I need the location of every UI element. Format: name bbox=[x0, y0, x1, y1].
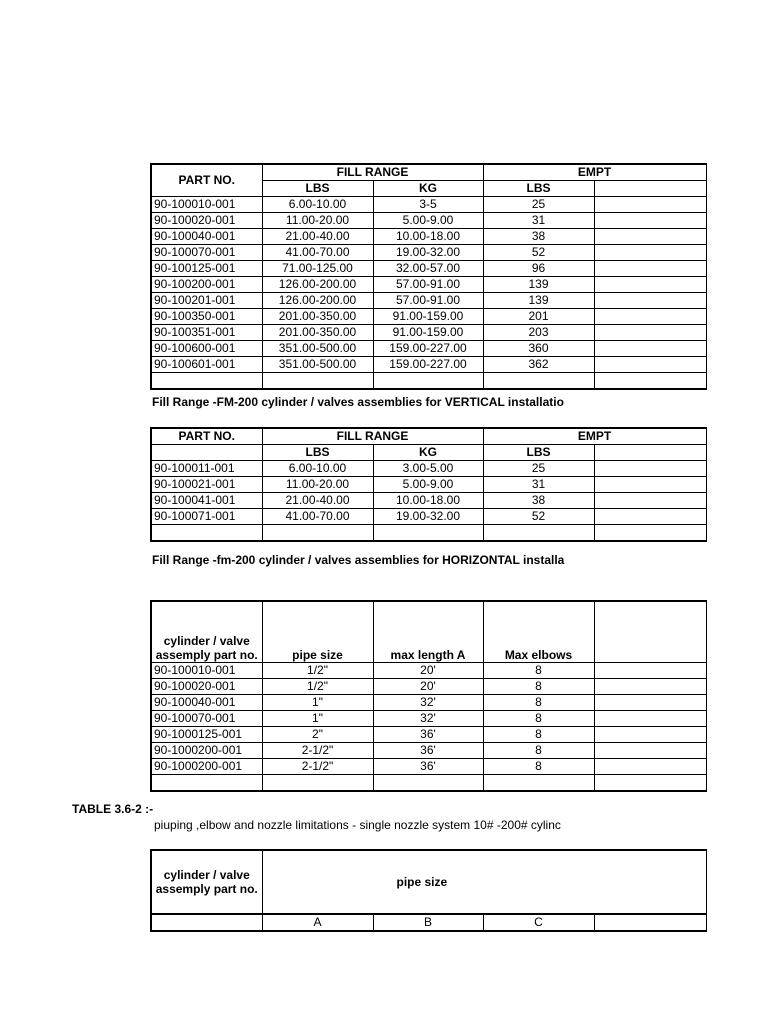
table-cell bbox=[594, 261, 706, 277]
table-cell: 90-100040-001 bbox=[151, 229, 262, 245]
table-cell: 201.00-350.00 bbox=[262, 325, 373, 341]
table-cell: 90-100071-001 bbox=[151, 509, 262, 525]
fill-range-header: FILL RANGE bbox=[262, 164, 483, 181]
table-cell bbox=[594, 477, 706, 493]
table-body bbox=[151, 197, 706, 390]
table-row bbox=[151, 309, 706, 325]
table-cell: 1/2" bbox=[262, 679, 373, 695]
table-cell: 360 bbox=[483, 341, 594, 357]
table-cell: 21.00-40.00 bbox=[262, 493, 373, 509]
table-cell bbox=[594, 679, 706, 695]
table-cell: 2" bbox=[262, 727, 373, 743]
table-cell: 96 bbox=[483, 261, 594, 277]
table-cell: 25 bbox=[483, 461, 594, 477]
table-row bbox=[151, 759, 706, 775]
horizontal-table-caption-clip bbox=[152, 553, 594, 567]
table-row bbox=[151, 509, 706, 525]
table-row bbox=[151, 261, 706, 277]
table-row bbox=[151, 277, 706, 293]
table-row bbox=[151, 477, 706, 493]
table-cell: 2-1/2" bbox=[262, 743, 373, 759]
table-cell: 57.00-91.00 bbox=[373, 293, 483, 309]
table-cell: 351.00-500.00 bbox=[262, 341, 373, 357]
part-no-header: PART NO. bbox=[151, 164, 262, 197]
table-cell: 19.00-32.00 bbox=[373, 245, 483, 261]
table-cell: 1" bbox=[262, 695, 373, 711]
table-cell: 90-100351-001 bbox=[151, 325, 262, 341]
table-cell: 8 bbox=[483, 711, 594, 727]
table-cell: 90-100125-001 bbox=[151, 261, 262, 277]
table-cell bbox=[594, 341, 706, 357]
table-row bbox=[151, 245, 706, 261]
pipe-size-header: pipe size bbox=[262, 601, 373, 663]
part-no-header: PART NO. bbox=[151, 428, 262, 445]
table-cell bbox=[594, 277, 706, 293]
table-cell: 20' bbox=[373, 679, 483, 695]
table-cell: 32' bbox=[373, 711, 483, 727]
table-cell bbox=[594, 743, 706, 759]
lbs-header: LBS bbox=[262, 445, 373, 461]
empty-row bbox=[151, 525, 706, 542]
table-cell bbox=[483, 373, 594, 390]
table-cell bbox=[594, 293, 706, 309]
table-row bbox=[151, 461, 706, 477]
empty-kg-header bbox=[594, 181, 706, 197]
table-row bbox=[151, 325, 706, 341]
table-cell: 139 bbox=[483, 277, 594, 293]
table-cell: 91.00-159.00 bbox=[373, 325, 483, 341]
col-d-label bbox=[594, 914, 706, 931]
table-body bbox=[151, 663, 706, 792]
table-cell: 90-100020-001 bbox=[151, 213, 262, 229]
table-cell bbox=[151, 373, 262, 390]
max-elbows-header: Max elbows bbox=[483, 601, 594, 663]
table-body bbox=[151, 461, 706, 542]
part-no-subheader bbox=[151, 445, 262, 461]
pipe-size-table bbox=[150, 849, 594, 932]
table-row bbox=[151, 663, 706, 679]
table-cell bbox=[373, 373, 483, 390]
table-cell: 90-100600-001 bbox=[151, 341, 262, 357]
table-cell: 41.00-70.00 bbox=[262, 509, 373, 525]
table-cell: 90-100601-001 bbox=[151, 357, 262, 373]
fill-range-header: FILL RANGE bbox=[262, 428, 483, 445]
table-row bbox=[151, 743, 706, 759]
table-cell: 90-100041-001 bbox=[151, 493, 262, 509]
empty-weight-header: EMPT bbox=[483, 428, 706, 445]
assembly-part-no-header: cylinder / valve assemply part no. bbox=[151, 601, 262, 663]
table-cell: 36' bbox=[373, 743, 483, 759]
table-row bbox=[151, 711, 706, 727]
table-cell: 8 bbox=[483, 743, 594, 759]
vertical-table-caption: Fill Range -FM-200 cylinder / valves assemblies for VERTICAL installatio bbox=[152, 395, 564, 409]
table-cell: 71.00-125.00 bbox=[262, 261, 373, 277]
table-cell bbox=[373, 525, 483, 542]
table-cell bbox=[594, 461, 706, 477]
col-a-label: A bbox=[262, 914, 373, 931]
table-cell: 5.00-9.00 bbox=[373, 213, 483, 229]
table-cell: 1" bbox=[262, 711, 373, 727]
kg-header: KG bbox=[373, 181, 483, 197]
table-cell bbox=[594, 727, 706, 743]
max-length-header: max length A bbox=[373, 601, 483, 663]
table-cell: 139 bbox=[483, 293, 594, 309]
table-cell: 36' bbox=[373, 727, 483, 743]
table-cell: 159.00-227.00 bbox=[373, 341, 483, 357]
table-cell: 19.00-32.00 bbox=[373, 509, 483, 525]
col-b-label: B bbox=[373, 914, 483, 931]
table-cell: 8 bbox=[483, 727, 594, 743]
table-cell: 8 bbox=[483, 663, 594, 679]
pipe-size-header: pipe size bbox=[262, 850, 706, 914]
fill-range-vertical-table bbox=[150, 163, 612, 390]
empty-weight-header: EMPT bbox=[483, 164, 706, 181]
table-cell bbox=[373, 775, 483, 792]
table-row bbox=[151, 197, 706, 213]
table-note: piuping ,elbow and nozzle limitations - single nozzle system 10# -200# cylinc bbox=[154, 818, 561, 832]
table-cell: 57.00-91.00 bbox=[373, 277, 483, 293]
table-row bbox=[151, 493, 706, 509]
table-cell: 90-100011-001 bbox=[151, 461, 262, 477]
table-cell bbox=[594, 775, 706, 792]
table-note-clip bbox=[154, 818, 594, 832]
table-cell bbox=[594, 695, 706, 711]
table-cell: 38 bbox=[483, 229, 594, 245]
table-cell: 90-100010-001 bbox=[151, 197, 262, 213]
table-cell bbox=[594, 309, 706, 325]
table-cell: 6.00-10.00 bbox=[262, 197, 373, 213]
table-cell: 159.00-227.00 bbox=[373, 357, 483, 373]
table-cell bbox=[594, 663, 706, 679]
table-cell bbox=[262, 373, 373, 390]
table-cell: 201.00-350.00 bbox=[262, 309, 373, 325]
table-cell: 11.00-20.00 bbox=[262, 477, 373, 493]
table-cell: 90-100200-001 bbox=[151, 277, 262, 293]
table-cell: 11.00-20.00 bbox=[262, 213, 373, 229]
table-cell bbox=[151, 525, 262, 542]
table-cell: 91.00-159.00 bbox=[373, 309, 483, 325]
table-cell: 10.00-18.00 bbox=[373, 493, 483, 509]
table-row bbox=[151, 341, 706, 357]
table-cell: 10.00-18.00 bbox=[373, 229, 483, 245]
assembly-part-no-header: cylinder / valve assemply part no. bbox=[151, 850, 262, 914]
table-cell: 20' bbox=[373, 663, 483, 679]
table-cell bbox=[594, 525, 706, 542]
kg-header: KG bbox=[373, 445, 483, 461]
table-cell: 8 bbox=[483, 679, 594, 695]
col-c-label: C bbox=[483, 914, 594, 931]
fill-range-horizontal-table bbox=[150, 427, 612, 542]
table-cell bbox=[594, 373, 706, 390]
table-row bbox=[151, 213, 706, 229]
table-cell bbox=[594, 759, 706, 775]
table-cell bbox=[594, 711, 706, 727]
table-cell: 90-1000200-001 bbox=[151, 743, 262, 759]
empty-lbs-header: LBS bbox=[483, 445, 594, 461]
table-cell: 90-1000200-001 bbox=[151, 759, 262, 775]
table-cell bbox=[594, 509, 706, 525]
table-cell: 38 bbox=[483, 493, 594, 509]
table-cell: 126.00-200.00 bbox=[262, 277, 373, 293]
table-row bbox=[151, 727, 706, 743]
table-cell bbox=[594, 493, 706, 509]
lbs-header: LBS bbox=[262, 181, 373, 197]
table-cell: 8 bbox=[483, 759, 594, 775]
extra-header bbox=[594, 601, 706, 663]
table-cell: 3.00-5.00 bbox=[373, 461, 483, 477]
table-label: TABLE 3.6-2 :- bbox=[72, 802, 154, 816]
table-row bbox=[151, 357, 706, 373]
table-cell bbox=[483, 525, 594, 542]
table-row bbox=[151, 293, 706, 309]
table-cell: 90-100201-001 bbox=[151, 293, 262, 309]
table-cell: 90-100010-001 bbox=[151, 663, 262, 679]
table-cell bbox=[594, 245, 706, 261]
table-row bbox=[151, 695, 706, 711]
table-cell bbox=[151, 775, 262, 792]
table-cell: 3-5 bbox=[373, 197, 483, 213]
table-cell: 90-100021-001 bbox=[151, 477, 262, 493]
table-cell: 52 bbox=[483, 509, 594, 525]
table-cell: 32' bbox=[373, 695, 483, 711]
table-cell: 6.00-10.00 bbox=[262, 461, 373, 477]
empty-lbs-header: LBS bbox=[483, 181, 594, 197]
pipe-limitations-table bbox=[150, 600, 594, 792]
table-cell: 25 bbox=[483, 197, 594, 213]
table-cell: 2-1/2" bbox=[262, 759, 373, 775]
table-cell: 31 bbox=[483, 477, 594, 493]
table-cell: 36' bbox=[373, 759, 483, 775]
table-cell bbox=[262, 525, 373, 542]
empty-row bbox=[151, 373, 706, 390]
table-cell: 41.00-70.00 bbox=[262, 245, 373, 261]
table-cell: 1/2" bbox=[262, 663, 373, 679]
table-cell: 362 bbox=[483, 357, 594, 373]
table-cell bbox=[594, 325, 706, 341]
table-cell: 90-100020-001 bbox=[151, 679, 262, 695]
table-cell: 90-100040-001 bbox=[151, 695, 262, 711]
table-cell: 52 bbox=[483, 245, 594, 261]
vertical-table-caption-clip bbox=[152, 395, 594, 409]
empty-cell bbox=[151, 914, 262, 931]
table-cell bbox=[594, 197, 706, 213]
horizontal-table-caption: Fill Range -fm-200 cylinder / valves assemblies for HORIZONTAL installa bbox=[152, 553, 565, 567]
table-cell bbox=[483, 775, 594, 792]
empty-kg-header bbox=[594, 445, 706, 461]
table-cell: 31 bbox=[483, 213, 594, 229]
empty-row bbox=[151, 775, 706, 792]
table-cell: 90-100070-001 bbox=[151, 245, 262, 261]
table-cell: 90-100350-001 bbox=[151, 309, 262, 325]
table-row bbox=[151, 229, 706, 245]
table-cell: 201 bbox=[483, 309, 594, 325]
table-cell: 90-1000125-001 bbox=[151, 727, 262, 743]
table-cell bbox=[594, 229, 706, 245]
table-cell: 203 bbox=[483, 325, 594, 341]
table-cell: 126.00-200.00 bbox=[262, 293, 373, 309]
table-row bbox=[151, 679, 706, 695]
table-cell bbox=[594, 357, 706, 373]
table-cell: 5.00-9.00 bbox=[373, 477, 483, 493]
table-cell: 32.00-57.00 bbox=[373, 261, 483, 277]
table-cell: 8 bbox=[483, 695, 594, 711]
table-cell: 90-100070-001 bbox=[151, 711, 262, 727]
table-cell bbox=[594, 213, 706, 229]
table-cell bbox=[262, 775, 373, 792]
table-cell: 351.00-500.00 bbox=[262, 357, 373, 373]
table-cell: 21.00-40.00 bbox=[262, 229, 373, 245]
